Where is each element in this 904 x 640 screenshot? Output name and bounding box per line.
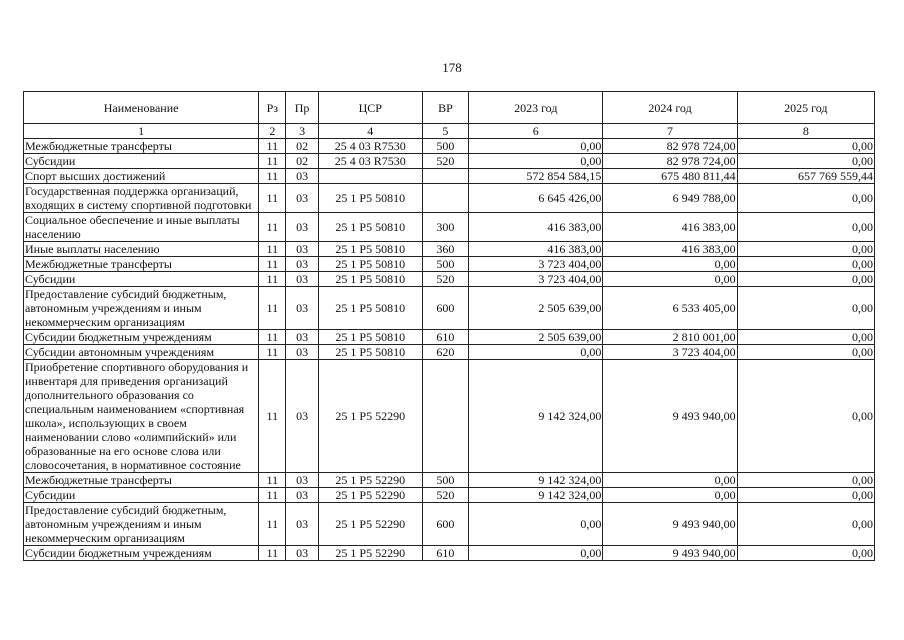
csr-cell: 25 4 03 R7530	[318, 154, 422, 169]
pr-cell: 02	[286, 154, 318, 169]
amount-2025-cell: 0,00	[737, 488, 874, 503]
csr-cell: 25 1 P5 50810	[318, 272, 422, 287]
amount-2023-cell: 3 723 404,00	[469, 272, 603, 287]
rz-cell: 11	[259, 345, 286, 360]
amount-2023-cell: 0,00	[469, 139, 603, 154]
table-row	[24, 546, 875, 561]
vr-cell: 520	[422, 154, 468, 169]
table-row	[24, 287, 875, 330]
amount-2024-cell: 82 978 724,00	[603, 139, 737, 154]
amount-2025-cell: 0,00	[737, 345, 874, 360]
amount-2023-cell: 0,00	[469, 546, 603, 561]
vr-cell: 500	[422, 473, 468, 488]
table-row	[24, 360, 875, 473]
vr-cell: 610	[422, 546, 468, 561]
amount-2024-cell: 6 533 405,00	[603, 287, 737, 330]
csr-cell: 25 1 P5 50810	[318, 242, 422, 257]
vr-cell: 500	[422, 257, 468, 272]
vr-cell: 600	[422, 503, 468, 546]
table-row	[24, 169, 875, 184]
row-name-cell: Межбюджетные трансферты	[24, 139, 259, 154]
vr-cell: 620	[422, 345, 468, 360]
rz-cell: 11	[259, 503, 286, 546]
table-row	[24, 488, 875, 503]
pr-cell: 03	[286, 360, 318, 473]
amount-2024-cell: 675 480 811,44	[603, 169, 737, 184]
pr-cell: 03	[286, 169, 318, 184]
table-row	[24, 272, 875, 287]
amount-2023-cell: 9 142 324,00	[469, 473, 603, 488]
amount-2023-cell: 2 505 639,00	[469, 287, 603, 330]
amount-2023-cell: 416 383,00	[469, 213, 603, 242]
amount-2025-cell: 0,00	[737, 546, 874, 561]
rz-cell: 11	[259, 473, 286, 488]
amount-2025-cell: 0,00	[737, 213, 874, 242]
amount-2024-cell: 0,00	[603, 272, 737, 287]
amount-2024-cell: 82 978 724,00	[603, 154, 737, 169]
table-row	[24, 473, 875, 488]
rz-cell: 11	[259, 154, 286, 169]
column-header: Пр	[286, 92, 318, 124]
rz-cell: 11	[259, 272, 286, 287]
amount-2025-cell: 657 769 559,44	[737, 169, 874, 184]
amount-2025-cell: 0,00	[737, 242, 874, 257]
column-number: 6	[469, 124, 603, 139]
row-name-cell: Субсидии бюджетным учреждениям	[24, 330, 259, 345]
table-row	[24, 139, 875, 154]
rz-cell: 11	[259, 257, 286, 272]
table-row	[24, 154, 875, 169]
amount-2025-cell: 0,00	[737, 272, 874, 287]
vr-cell: 600	[422, 287, 468, 330]
row-name-cell: Социальное обеспечение и иные выплаты населению	[24, 213, 259, 242]
column-number: 2	[259, 124, 286, 139]
vr-cell: 360	[422, 242, 468, 257]
table-row	[24, 184, 875, 213]
row-name-cell: Межбюджетные трансферты	[24, 257, 259, 272]
vr-cell	[422, 360, 468, 473]
column-header: Рз	[259, 92, 286, 124]
rz-cell: 11	[259, 169, 286, 184]
amount-2023-cell: 9 142 324,00	[469, 488, 603, 503]
row-name-cell: Государственная поддержка организаций, входящих в систему спортивной подготовки	[24, 184, 259, 213]
pr-cell: 03	[286, 473, 318, 488]
row-name-cell: Субсидии бюджетным учреждениям	[24, 546, 259, 561]
row-name-cell: Предоставление субсидий бюджетным, автономным учреждениям и иным некоммерческим организациям	[24, 503, 259, 546]
amount-2024-cell: 2 810 001,00	[603, 330, 737, 345]
amount-2023-cell: 9 142 324,00	[469, 360, 603, 473]
csr-cell: 25 1 P5 50810	[318, 213, 422, 242]
pr-cell: 03	[286, 242, 318, 257]
table-row	[24, 242, 875, 257]
column-number-row	[24, 124, 875, 139]
amount-2023-cell: 0,00	[469, 154, 603, 169]
amount-2023-cell: 0,00	[469, 345, 603, 360]
vr-cell	[422, 169, 468, 184]
vr-cell: 520	[422, 272, 468, 287]
column-header: Наименование	[24, 92, 259, 124]
vr-cell: 300	[422, 213, 468, 242]
rz-cell: 11	[259, 242, 286, 257]
column-number: 3	[286, 124, 318, 139]
amount-2025-cell: 0,00	[737, 473, 874, 488]
column-header: 2023 год	[469, 92, 603, 124]
amount-2025-cell: 0,00	[737, 139, 874, 154]
vr-cell: 500	[422, 139, 468, 154]
rz-cell: 11	[259, 184, 286, 213]
column-number: 5	[422, 124, 468, 139]
table-row	[24, 213, 875, 242]
csr-cell: 25 1 P5 52290	[318, 473, 422, 488]
amount-2024-cell: 0,00	[603, 473, 737, 488]
amount-2024-cell: 6 949 788,00	[603, 184, 737, 213]
budget-table	[23, 91, 875, 561]
csr-cell: 25 1 P5 52290	[318, 488, 422, 503]
amount-2023-cell: 2 505 639,00	[469, 330, 603, 345]
amount-2025-cell: 0,00	[737, 360, 874, 473]
row-name-cell: Приобретение спортивного оборудования и инвентаря для приведения организаций дополнительного образования со специальным наименованием «спортивная школа», использующих в своем наименовании слово «олимпийский» или образованные на его основе слова или словосочетания, в нормативное состояние	[24, 360, 259, 473]
column-number: 8	[737, 124, 874, 139]
csr-cell: 25 4 03 R7530	[318, 139, 422, 154]
amount-2024-cell: 0,00	[603, 488, 737, 503]
column-number: 1	[24, 124, 259, 139]
pr-cell: 03	[286, 330, 318, 345]
csr-cell: 25 1 P5 52290	[318, 503, 422, 546]
vr-cell	[422, 184, 468, 213]
amount-2024-cell: 9 493 940,00	[603, 360, 737, 473]
csr-cell	[318, 169, 422, 184]
table-row	[24, 257, 875, 272]
pr-cell: 03	[286, 213, 318, 242]
table-row	[24, 345, 875, 360]
column-header: ЦСР	[318, 92, 422, 124]
column-header: ВР	[422, 92, 468, 124]
amount-2025-cell: 0,00	[737, 503, 874, 546]
rz-cell: 11	[259, 139, 286, 154]
table-header-row	[24, 92, 875, 124]
amount-2025-cell: 0,00	[737, 184, 874, 213]
amount-2025-cell: 0,00	[737, 257, 874, 272]
column-number: 4	[318, 124, 422, 139]
csr-cell: 25 1 P5 52290	[318, 546, 422, 561]
csr-cell: 25 1 P5 50810	[318, 287, 422, 330]
row-name-cell: Субсидии автономным учреждениям	[24, 345, 259, 360]
amount-2024-cell: 3 723 404,00	[603, 345, 737, 360]
amount-2024-cell: 9 493 940,00	[603, 503, 737, 546]
amount-2025-cell: 0,00	[737, 287, 874, 330]
rz-cell: 11	[259, 213, 286, 242]
row-name-cell: Спорт высших достижений	[24, 169, 259, 184]
amount-2023-cell: 572 854 584,15	[469, 169, 603, 184]
amount-2024-cell: 9 493 940,00	[603, 546, 737, 561]
rz-cell: 11	[259, 546, 286, 561]
column-number: 7	[603, 124, 737, 139]
amount-2023-cell: 3 723 404,00	[469, 257, 603, 272]
rz-cell: 11	[259, 360, 286, 473]
amount-2023-cell: 6 645 426,00	[469, 184, 603, 213]
amount-2023-cell: 0,00	[469, 503, 603, 546]
amount-2025-cell: 0,00	[737, 330, 874, 345]
csr-cell: 25 1 P5 50810	[318, 257, 422, 272]
amount-2024-cell: 416 383,00	[603, 213, 737, 242]
row-name-cell: Субсидии	[24, 272, 259, 287]
row-name-cell: Иные выплаты населению	[24, 242, 259, 257]
row-name-cell: Межбюджетные трансферты	[24, 473, 259, 488]
vr-cell: 610	[422, 330, 468, 345]
table-body	[24, 139, 875, 561]
row-name-cell: Предоставление субсидий бюджетным, автономным учреждениям и иным некоммерческим организациям	[24, 287, 259, 330]
table-row	[24, 330, 875, 345]
column-header: 2024 год	[603, 92, 737, 124]
csr-cell: 25 1 P5 50810	[318, 345, 422, 360]
csr-cell: 25 1 P5 52290	[318, 360, 422, 473]
amount-2025-cell: 0,00	[737, 154, 874, 169]
pr-cell: 03	[286, 257, 318, 272]
pr-cell: 03	[286, 184, 318, 213]
row-name-cell: Субсидии	[24, 488, 259, 503]
amount-2024-cell: 0,00	[603, 257, 737, 272]
amount-2023-cell: 416 383,00	[469, 242, 603, 257]
pr-cell: 03	[286, 345, 318, 360]
row-name-cell: Субсидии	[24, 154, 259, 169]
pr-cell: 03	[286, 488, 318, 503]
csr-cell: 25 1 P5 50810	[318, 184, 422, 213]
table-row	[24, 503, 875, 546]
column-header: 2025 год	[737, 92, 874, 124]
page-number: 178	[442, 60, 462, 75]
pr-cell: 03	[286, 272, 318, 287]
pr-cell: 03	[286, 503, 318, 546]
rz-cell: 11	[259, 330, 286, 345]
vr-cell: 520	[422, 488, 468, 503]
rz-cell: 11	[259, 287, 286, 330]
pr-cell: 03	[286, 546, 318, 561]
pr-cell: 03	[286, 287, 318, 330]
pr-cell: 02	[286, 139, 318, 154]
amount-2024-cell: 416 383,00	[603, 242, 737, 257]
rz-cell: 11	[259, 488, 286, 503]
csr-cell: 25 1 P5 50810	[318, 330, 422, 345]
